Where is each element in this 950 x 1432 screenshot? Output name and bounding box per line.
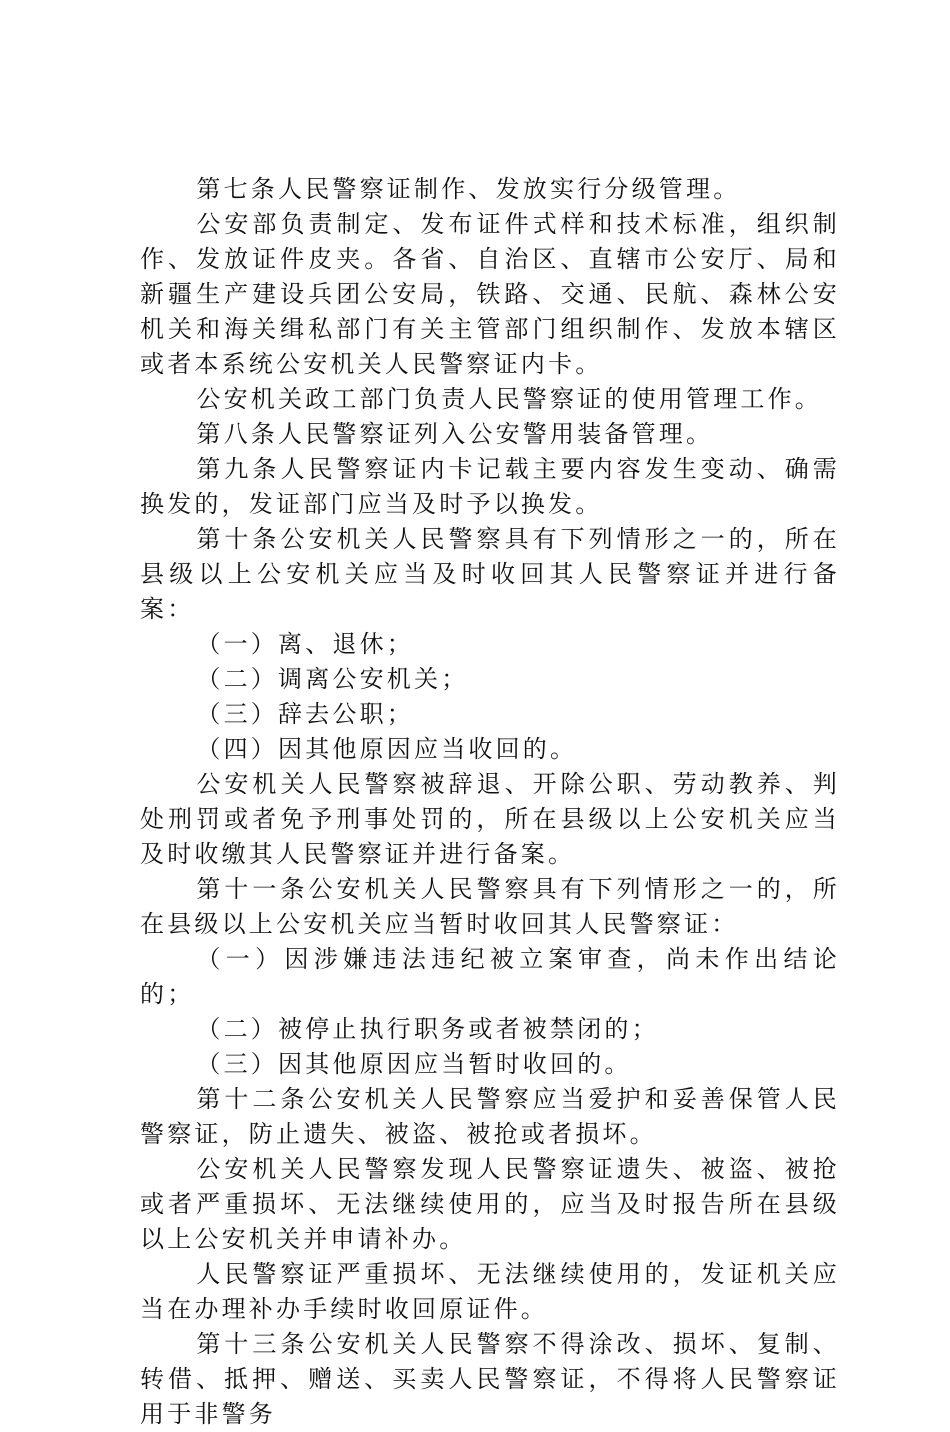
paragraph-article-11: 第十一条公安机关人民警察具有下列情形之一的，所在县级以上公安机关应当暂时收回其人民警察证： xyxy=(140,875,840,938)
list-item-article-10-3: （三）辞去公职； xyxy=(196,700,414,728)
paragraph-political-dept: 公安机关政工部门负责人民警察证的使用管理工作。 xyxy=(196,385,822,413)
list-item-article-11-3: （三）因其他原因应当暂时收回的。 xyxy=(196,1050,632,1078)
paragraph-loss-report: 公安机关人民警察发现人民警察证遗失、被盗、被抢或者严重损坏、无法继续使用的，应当及时报告所在县级以上公安机关并申请补办。 xyxy=(140,1155,840,1253)
list-item-article-11-2: （二）被停止执行职务或者被禁闭的； xyxy=(196,1015,659,1043)
paragraph-article-7: 第七条人民警察证制作、发放实行分级管理。 xyxy=(196,175,741,203)
paragraph-confiscation: 公安机关人民警察被辞退、开除公职、劳动教养、判处刑罚或者免予刑事处罚的，所在县级以上公安机关应当及时收缴其人民警察证并进行备案。 xyxy=(140,770,840,868)
paragraph-responsibility: 公安部负责制定、发布证件式样和技术标准，组织制作、发放证件皮夹。各省、自治区、直辖市公安厅、局和新疆生产建设兵团公安局，铁路、交通、民航、森林公安机关和海关缉私部门有关主管部门组织制作、发放本辖区或者本系统公安机关人民警察证内卡。 xyxy=(140,210,840,378)
list-item-article-11-1: （一）因涉嫌违法违纪被立案审查，尚未作出结论的； xyxy=(140,945,840,1008)
paragraph-article-9: 第九条人民警察证内卡记载主要内容发生变动、确需换发的，发证部门应当及时予以换发。 xyxy=(140,455,840,518)
list-item-article-10-2: （二）调离公安机关； xyxy=(196,665,469,693)
paragraph-damaged-card: 人民警察证严重损坏、无法继续使用的，发证机关应当在办理补办手续时收回原证件。 xyxy=(140,1260,840,1323)
paragraph-article-12: 第十二条公安机关人民警察应当爱护和妥善保管人民警察证，防止遗失、被盗、被抢或者损坏。 xyxy=(140,1085,840,1148)
paragraph-article-8: 第八条人民警察证列入公安警用装备管理。 xyxy=(196,420,714,448)
paragraph-article-10: 第十条公安机关人民警察具有下列情形之一的，所在县级以上公安机关应当及时收回其人民警察证并进行备案： xyxy=(140,525,840,623)
list-item-article-10-4: （四）因其他原因应当收回的。 xyxy=(196,735,578,763)
list-item-article-10-1: （一）离、退休； xyxy=(196,630,414,658)
document-body xyxy=(140,172,840,1432)
paragraph-article-13: 第十三条公安机关人民警察不得涂改、损坏、复制、转借、抵押、赠送、买卖人民警察证，不得将人民警察证用于非警务 xyxy=(140,1330,840,1428)
